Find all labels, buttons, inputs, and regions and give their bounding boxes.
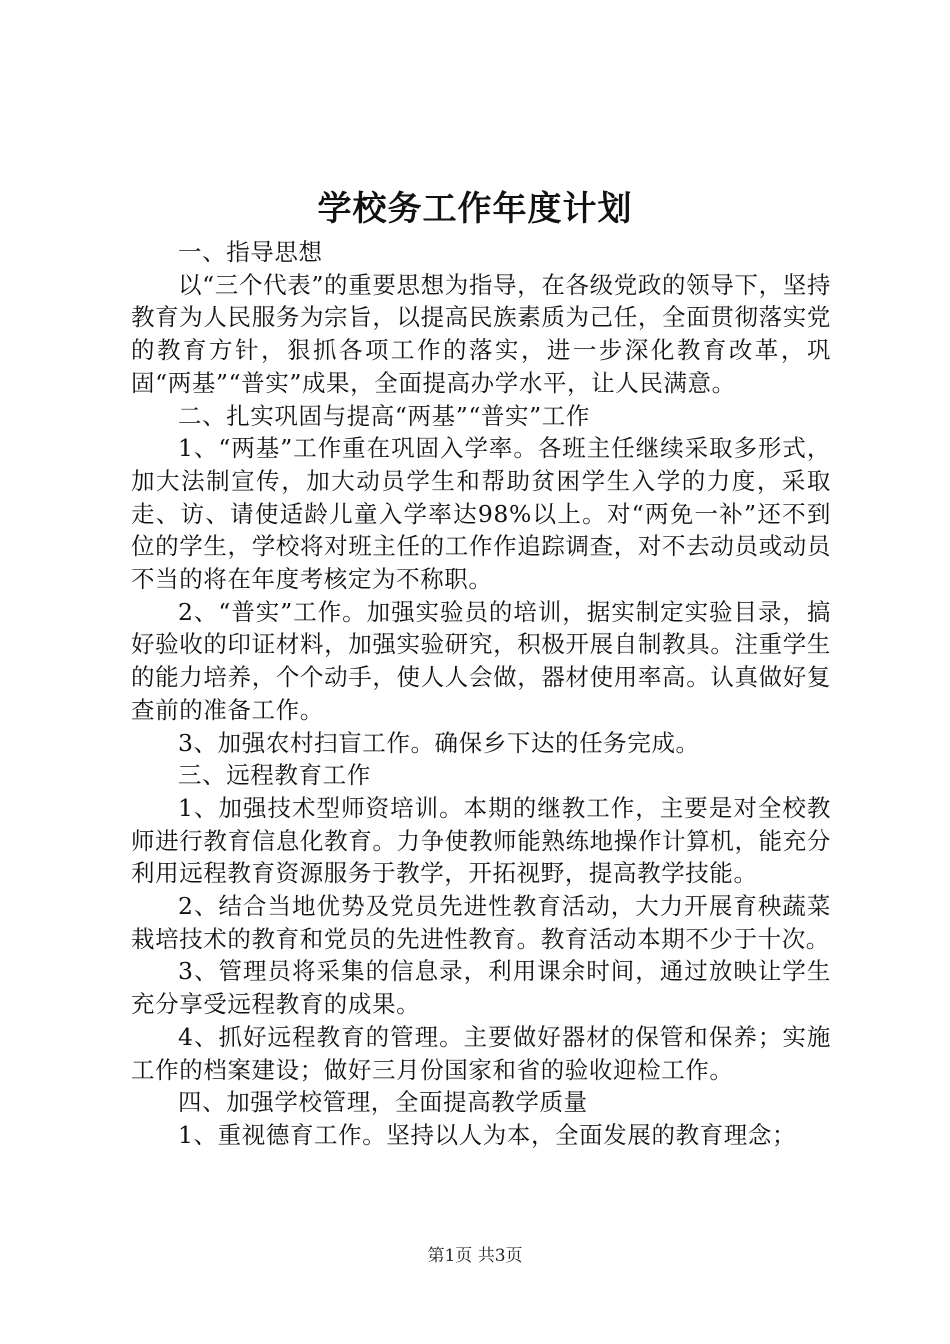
- paragraph-two-basics-1: 1、“两基”工作重在巩固入学率。各班主任继续采取多形式，加大法制宣传，加大动员学生和帮助贫困学生入学的力度，采取走、访、请使适龄儿童入学率达98%以上。对“两免一补”还不到位的学生，学校将对班主任的工作作追踪调查，对不去动员或动员不当的将在年度考核定为不称职。: [131, 434, 831, 594]
- paragraph-two-basics-2: 2、“普实”工作。加强实验员的培训，据实制定实验目录，搞好验收的印证材料，加强实验研究，积极开展自制教具。注重学生的能力培养，个个动手，使人人会做，器材使用率高。认真做好复查前的准备工作。: [131, 597, 831, 724]
- page-footer: 第1页 共3页: [427, 1246, 523, 1266]
- section-heading-school-management: 四、加强学校管理，全面提高教学质量: [178, 1088, 588, 1117]
- paragraph-remote-education-1: 1、加强技术型师资培训。本期的继教工作，主要是对全校教师进行教育信息化教育。力争使教师能熟练地操作计算机，能充分利用远程教育资源服务于教学，开拓视野，提高教学技能。: [131, 793, 831, 888]
- paragraph-school-management-1: 1、重视德育工作。坚持以人为本，全面发展的教育理念；: [178, 1120, 797, 1149]
- paragraph-guiding-thought: 以“三个代表”的重要思想为指导，在各级党政的领导下，坚持教育为人民服务为宗旨，以提高民族素质为己任，全面贯彻落实党的教育方针，狠抓各项工作的落实，进一步深化教育改革，巩固“两基”“普实”成果，全面提高办学水平，让人民满意。: [131, 270, 831, 397]
- section-heading-guiding-thought: 一、指导思想: [178, 238, 323, 266]
- paragraph-remote-education-3: 3、管理员将采集的信息录，利用课余时间，通过放映让学生充分享受远程教育的成果。: [131, 957, 831, 1019]
- section-heading-two-basics: 二、扎实巩固与提高“两基”“普实”工作: [178, 401, 590, 430]
- section-heading-remote-education: 三、远程教育工作: [178, 761, 371, 790]
- document-body: [131, 236, 831, 1152]
- paragraph-remote-education-4: 4、抓好远程教育的管理。主要做好器材的保管和保养；实施工作的档案建设；做好三月份国家和省的验收迎检工作。: [131, 1022, 831, 1084]
- document-title: 学校务工作年度计划: [317, 189, 633, 229]
- paragraph-remote-education-2: 2、结合当地优势及党员先进性教育活动，大力开展育秧蔬菜栽培技术的教育和党员的先进性教育。教育活动本期不少于十次。: [131, 892, 831, 953]
- paragraph-two-basics-3: 3、加强农村扫盲工作。确保乡下达的任务完成。: [178, 728, 700, 757]
